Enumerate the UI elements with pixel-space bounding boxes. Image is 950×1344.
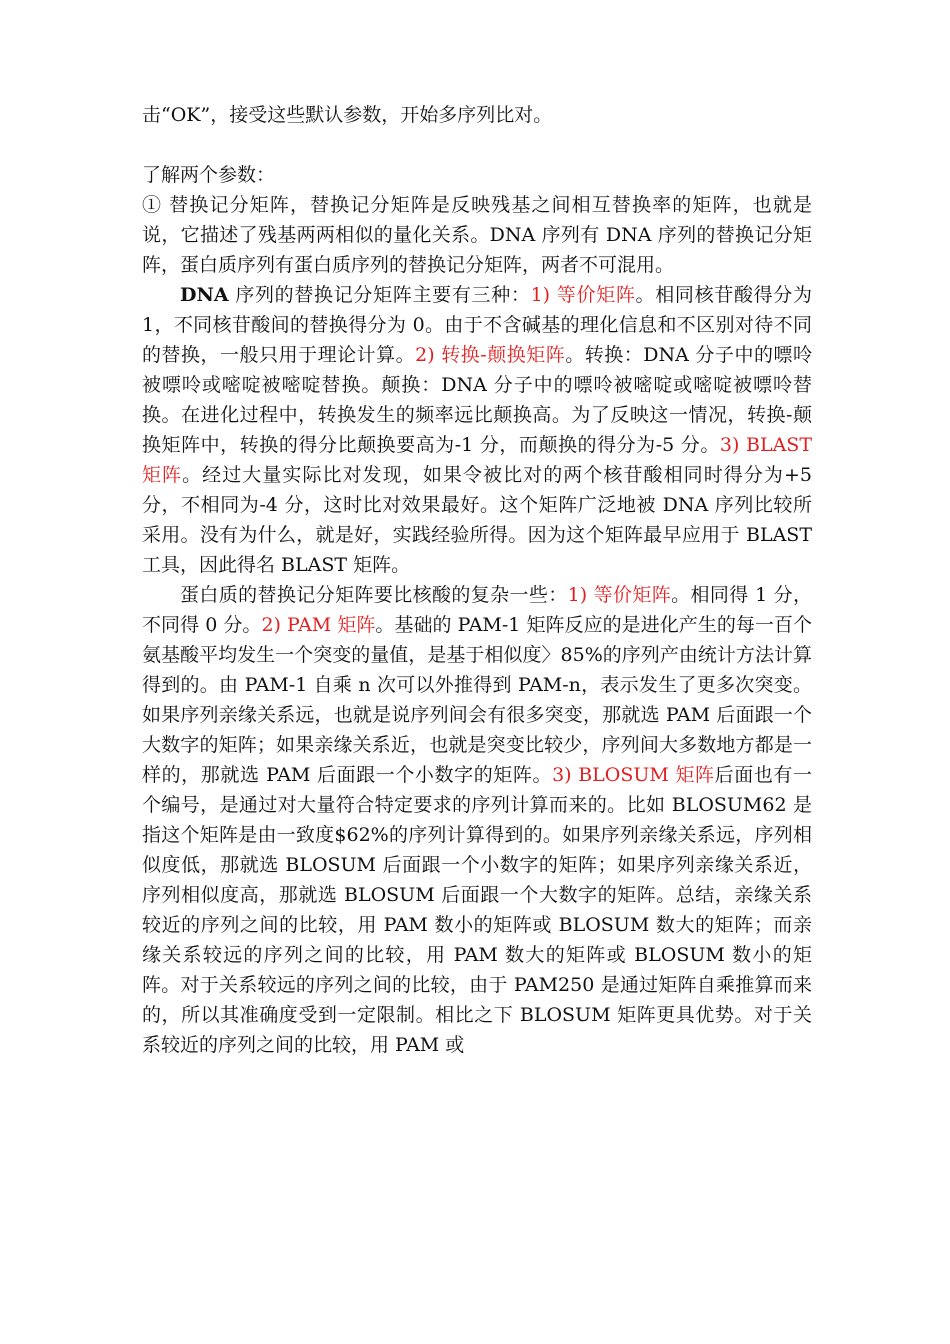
dna-equivalence-matrix-heading: 1) 等价矩阵 [530, 284, 636, 306]
dna-lead: DNA [180, 284, 229, 306]
param1-paragraph: ① 替换记分矩阵，替换记分矩阵是反映残基之间相互替换率的矩阵，也就是说，它描述了残基两两相似的量化关系。DNA 序列有 DNA 序列的替换记分矩阵，蛋白质序列有蛋白质序列的替换记分矩阵，两者不可混用。 [142, 194, 812, 276]
protein-pam-matrix-heading: 2) PAM 矩阵 [261, 614, 376, 636]
dna-matrix-paragraph [142, 280, 812, 580]
dna-text-3: 。转换：DNA 分子中的嘌呤被嘌呤或嘧啶被嘧啶替换。颠换：DNA 分子中的嘌呤被嘧啶或嘧啶被嘌呤替换。在进化过程中，转换发生的频率远比颠换高。为了反映这一情况，转换-颠换矩阵中，转换的得分比颠换要高为-1 分，而颠换的得分为-5 分。 [142, 344, 812, 456]
intro-heading: 了解两个参数： [142, 164, 276, 186]
protein-equivalence-matrix-heading: 1) 等价矩阵 [567, 584, 672, 606]
paragraph-gap [142, 130, 812, 160]
ok-instruction-line: 击“OK”，接受这些默认参数，开始多序列比对。 [142, 104, 553, 126]
dna-blast-matrix-heading: 3) BLAST 矩阵 [142, 434, 812, 486]
document-page [142, 100, 812, 1060]
protein-text-2: 。相同得 1 分，不同得 0 分。 [142, 584, 812, 636]
dna-text-1: 序列的替换记分矩阵主要有三种： [228, 284, 531, 306]
protein-text-3: 。基础的 PAM-1 矩阵反应的是进化产生的每一百个氨基酸平均发生一个突变的量值，是基于相似度〉85%的序列产由统计方法计算得到的。由 PAM-1 自乘 n 次可以外推得到 PAM-n，表示发生了更多次突变。如果序列亲缘关系远，也就是说序列间会有很多突变，那就选 PAM 后面跟一个大数字的矩阵；如果亲缘关系近，也就是突变比较少，序列间大多数地方都是一样的，那就选 PAM 后面跟一个小数字的矩阵。 [142, 614, 813, 786]
protein-text-1: 蛋白质的替换记分矩阵要比核酸的复杂一些： [180, 584, 568, 606]
protein-matrix-paragraph [142, 580, 812, 1060]
dna-text-2: 。相同核苷酸得分为 1，不同核苷酸间的替换得分为 0。由于不含碱基的理化信息和不区别对待不同的替换，一般只用于理论计算。 [142, 284, 812, 366]
protein-text-4: 后面也有一个编号，是通过对大量符合特定要求的序列计算而来的。比如 BLOSUM62 是指这个矩阵是由一致度$62%的序列计算得到的。如果序列亲缘关系远，序列相似度低，那就选 BLOSUM 后面跟一个小数字的矩阵；如果序列亲缘关系近，序列相似度高，那就选 BLOSUM 后面跟一个大数字的矩阵。总结，亲缘关系较近的序列之间的比较，用 PAM 数小的矩阵或 BLOSUM 数大的矩阵；而亲缘关系较远的序列之间的比较，用 PAM 数大的矩阵或 BLOSUM 数小的矩阵。对于关系较远的序列之间的比较，由于 PAM250 是通过矩阵自乘推算而来的，所以其准确度受到一定限制。相比之下 BLOSUM 矩阵更具优势。对于关系较近的序列之间的比较，用 PAM 或 [142, 764, 812, 1056]
dna-text-4: 。经过大量实际比对发现，如果令被比对的两个核苷酸相同时得分为+5 分，不相同为-4 分，这时比对效果最好。这个矩阵广泛地被 DNA 序列比较所采用。没有为什么，就是好，实践经验所得。因为这个矩阵最早应用于 BLAST 工具，因此得名 BLAST 矩阵。 [142, 464, 812, 576]
protein-blosum-matrix-heading: 3) BLOSUM 矩阵 [552, 764, 715, 786]
dna-transition-transversion-heading: 2) 转换-颠换矩阵 [415, 344, 566, 366]
